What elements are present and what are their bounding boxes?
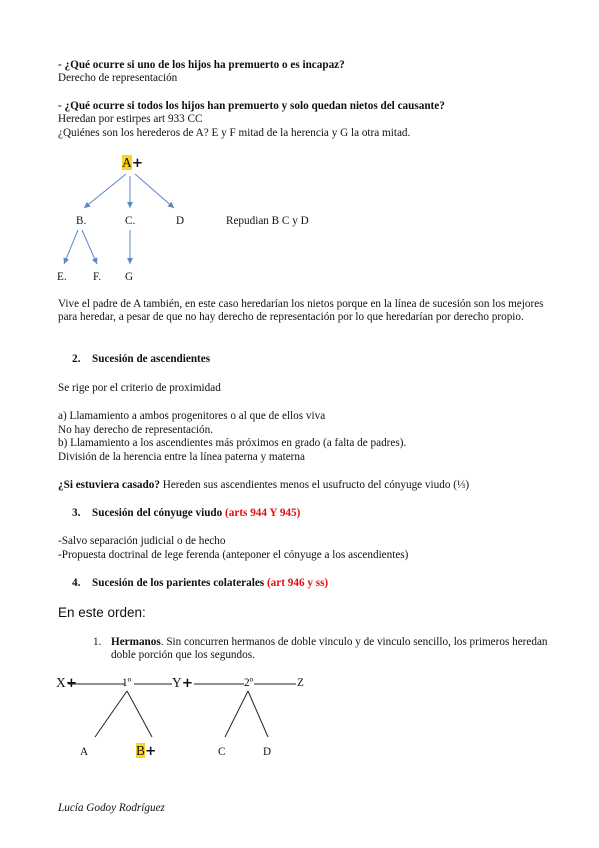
section-3-number: 3.: [72, 507, 81, 519]
tree1-node-b: B.: [76, 215, 87, 227]
section-4-order: En este orden:: [58, 605, 146, 620]
answer-1: Derecho de representación: [58, 72, 178, 84]
tree2-node-d: D: [263, 746, 272, 758]
answer-2-line1: Heredan por estirpes art 933 CC: [58, 113, 203, 125]
section-3-line1: -Salvo separación judicial o de hecho: [58, 535, 226, 547]
section-2-item-a-note: No hay derecho de representación.: [58, 424, 213, 436]
tree2-node-a: A: [80, 746, 89, 758]
tree2-node-c: C: [218, 746, 226, 758]
tree2-marriage-1: 1º: [122, 677, 132, 689]
section-2-title: Sucesión de ascendientes: [92, 353, 211, 365]
answer-2-line2: ¿Quiénes son los herederos de A? E y F mitad de la herencia y G la otra mitad.: [58, 127, 411, 139]
section-4-item-number: 1.: [93, 636, 102, 648]
deceased-mark: +: [65, 675, 78, 691]
tree2-b-label: B: [136, 743, 146, 758]
tree2-y-label: Y: [172, 675, 182, 690]
section-2-item-b-note: División de la herencia entre la línea paterna y materna: [58, 451, 305, 463]
tree1-node-f: F.: [93, 271, 102, 283]
footer-author: Lucía Godoy Rodríguez: [58, 802, 165, 814]
tree2-node-x: [56, 676, 77, 690]
line-1-b: [127, 691, 152, 737]
arrow-b-f: [82, 230, 97, 264]
arrow-a-d: [135, 174, 174, 208]
section-2-number: 2.: [72, 353, 81, 365]
question-2: - ¿Qué ocurre si todos los hijos han premuerto y solo quedan nietos del causante?: [58, 100, 445, 112]
arrow-a-b: [84, 174, 126, 208]
section-4-item-1: [111, 636, 551, 662]
question-1: - ¿Qué ocurre si uno de los hijos ha premuerto o es incapaz?: [58, 59, 345, 71]
tree1-node-c: C.: [125, 215, 136, 227]
section-3-heading: [92, 507, 300, 520]
section-4-item-bold: Hermanos: [111, 636, 161, 648]
tree1-node-g: G: [125, 271, 134, 283]
tree2-marriage-2: 2º: [244, 677, 254, 689]
deceased-mark: +: [181, 675, 194, 691]
explanation-paragraph: Vive el padre de A también, en este caso heredarían los nietos porque en la línea de sucesión son los mejores para heredar, a pesar de que no hay derecho de representación por lo que heredarían por derecho propio.: [58, 298, 544, 323]
section-2-married: [58, 479, 469, 492]
tree2-node-b: [136, 744, 156, 758]
section-4-item-text: . Sin concurren hermanos de doble vinculo y de vinculo sencillo, los primeros heredan doble porción que los segundos.: [111, 636, 548, 661]
section-4-number: 4.: [72, 577, 81, 589]
section-4-ref: (art 946 y ss): [266, 577, 329, 589]
tree1-root: [122, 156, 143, 170]
line-2-c: [225, 691, 248, 737]
tree1-note: Repudian B C y D: [226, 215, 309, 227]
tree2-node-y: [172, 676, 193, 690]
tree2-lines: [68, 684, 296, 737]
tree2-node-z: Z: [297, 677, 304, 689]
deceased-mark: +: [131, 155, 144, 171]
line-1-a: [95, 691, 127, 737]
section-2-criterion: Se rige por el criterio de proximidad: [58, 382, 221, 394]
tree1-node-e: E.: [57, 271, 67, 283]
section-4-heading: [92, 577, 328, 590]
deceased-mark: +: [145, 743, 157, 759]
line-2-d: [248, 691, 268, 737]
section-3-line2: -Propuesta doctrinal de lege ferenda (anteponer el cónyuge a los ascendientes): [58, 549, 409, 561]
married-answer: Hereden sus ascendientes menos el usufructo del cónyuge viudo (⅓): [159, 479, 470, 491]
tree2-x-label: X: [56, 675, 66, 690]
section-2-item-a: a) Llamamiento a ambos progenitores o al que de ellos viva: [58, 410, 326, 422]
arrow-b-e: [64, 230, 78, 264]
section-3-title: Sucesión del cónyuge viudo: [92, 507, 226, 519]
section-3-ref: (arts 944 Y 945): [225, 507, 301, 519]
section-2-item-b: b) Llamamiento a los ascendientes más próximos en grado (a falta de padres).: [58, 437, 407, 449]
section-4-title: Sucesión de los parientes colaterales: [92, 577, 267, 589]
married-question: ¿Si estuviera casado?: [58, 479, 160, 491]
tree1-root-label: A: [122, 155, 132, 170]
tree1-node-d: D: [176, 215, 185, 227]
